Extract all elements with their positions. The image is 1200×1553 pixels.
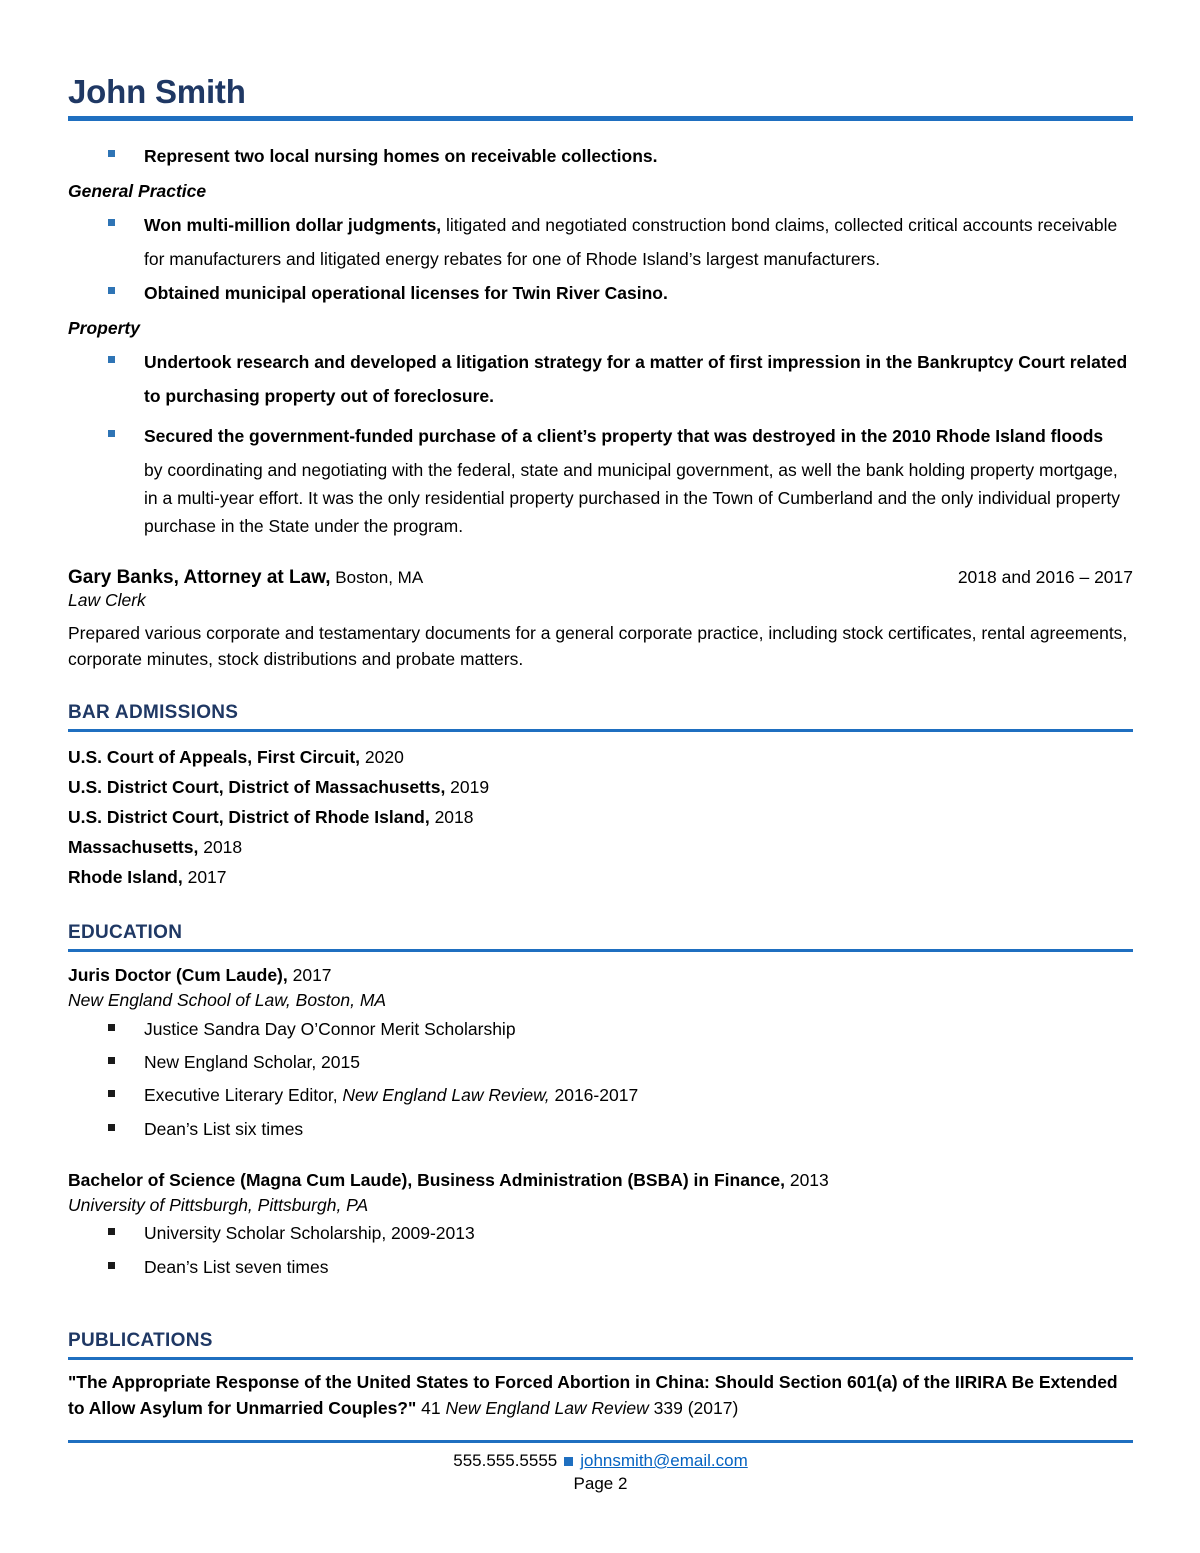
- list-item: [68, 208, 1133, 276]
- bar-admissions-list: [68, 742, 1133, 892]
- square-bullet-icon: [108, 287, 115, 294]
- bar-court-name: Massachusetts,: [68, 837, 199, 858]
- section-divider: [68, 949, 1133, 952]
- honor-text: New England Scholar, 2015: [144, 1052, 360, 1073]
- degree-year: 2017: [287, 965, 332, 986]
- square-bullet-icon: [108, 1024, 115, 1031]
- page-header: [68, 0, 1133, 121]
- education-entry: [68, 1168, 1133, 1284]
- honor-journal-name: New England Law Review,: [342, 1085, 550, 1106]
- bar-year: 2018: [429, 807, 474, 828]
- list-item: [68, 1013, 1133, 1046]
- square-bullet-icon: [108, 1124, 115, 1131]
- section-divider: [68, 1357, 1133, 1360]
- practice-category-label: General Practice: [68, 180, 207, 201]
- job-employer: Gary Banks, Attorney at Law,: [68, 566, 331, 588]
- bar-admissions-section: [68, 702, 1133, 892]
- education-honors-list: [68, 1217, 1133, 1284]
- publication-volume: 41: [416, 1398, 446, 1419]
- general-practice-bullet-list: [68, 208, 1133, 310]
- bullet-text: Represent two local nursing homes on receivable collections.: [144, 145, 658, 166]
- bullet-lead-text: Secured the government-funded purchase of a client’s property that was destroyed in the 2010 Rhode Island floods: [144, 426, 1104, 447]
- square-bullet-icon: [108, 219, 115, 226]
- education-school: University of Pittsburgh, Pittsburgh, PA: [68, 1194, 369, 1215]
- page-footer: [68, 1440, 1133, 1496]
- section-divider: [68, 729, 1133, 732]
- publication-title: "The Appropriate Response of the United States to Forced Abortion in China: Should Section 601(a) of the IIRIRA Be Extended to Allow Asylum for Unmarried Couples?": [68, 1371, 1118, 1419]
- list-item: [68, 1113, 1133, 1146]
- honor-text: Executive Literary Editor,: [144, 1085, 343, 1106]
- honor-text: Justice Sandra Day O’Connor Merit Scholarship: [144, 1018, 516, 1039]
- publication-journal: New England Law Review: [445, 1398, 649, 1419]
- footer-contact-line: [68, 1450, 1133, 1473]
- education-section: [68, 922, 1133, 1284]
- header-divider: [68, 116, 1133, 121]
- bar-year: 2019: [445, 776, 490, 797]
- degree-name: Bachelor of Science (Magna Cum Laude), Business Administration (BSBA) in Finance,: [68, 1169, 785, 1190]
- honor-years: 2016-2017: [549, 1085, 639, 1106]
- practice-category-label: Property: [68, 318, 140, 339]
- list-item: [68, 419, 1133, 540]
- job-employer-wrap: [68, 567, 423, 589]
- honor-text: University Scholar Scholarship, 2009-2013: [144, 1223, 475, 1244]
- education-school: New England School of Law, Boston, MA: [68, 989, 387, 1010]
- job-header-row: [68, 567, 1133, 589]
- bullet-continuation-text: by coordinating and negotiating with the federal, state and municipal government, as well the bank holding property mortgage, in a multi-year effort. It was the only residential property purchased in the Town of Cumberland and the only individual property purchase in the State under the program.: [144, 459, 1121, 537]
- footer-phone: 555.555.5555: [453, 1451, 558, 1470]
- bar-year: 2020: [360, 746, 404, 767]
- bar-year: 2017: [182, 867, 227, 888]
- square-separator-icon: [564, 1457, 573, 1466]
- section-heading: EDUCATION: [68, 922, 183, 944]
- honor-text: Dean’s List seven times: [144, 1256, 329, 1277]
- square-bullet-icon: [108, 150, 115, 157]
- square-bullet-icon: [108, 356, 115, 363]
- education-honors-list: [68, 1013, 1133, 1146]
- square-bullet-icon: [108, 1262, 115, 1269]
- publication-citation: 339 (2017): [648, 1398, 739, 1419]
- job-description: Prepared various corporate and testamentary documents for a general corporate practice, including stock certificates, rental agreements, corporate minutes, stock distributions and probate matters.: [68, 622, 1128, 669]
- list-item: [68, 345, 1133, 413]
- bullet-lead-text: Undertook research and developed a litigation strategy for a matter of first impression in the Bankruptcy Court related to purchasing property out of foreclosure.: [144, 352, 1128, 407]
- bar-year: 2018: [198, 837, 243, 858]
- list-item: [68, 1251, 1133, 1284]
- square-bullet-icon: [108, 1090, 115, 1097]
- bar-admission-row: [68, 742, 1133, 772]
- footer-page-number: Page 2: [573, 1473, 628, 1493]
- list-item: [68, 276, 1133, 310]
- publications-section: [68, 1330, 1133, 1421]
- footer-divider: [68, 1440, 1133, 1443]
- section-heading: BAR ADMISSIONS: [68, 702, 239, 724]
- bullet-rest-text: litigated and negotiated construction bond claims, collected critical accounts receivable for manufacturers and litigated energy rebates for one of Rhode Island’s largest manufacturers.: [144, 214, 1118, 269]
- degree-name: Juris Doctor (Cum Laude),: [68, 965, 288, 986]
- publication-entry: [68, 1369, 1133, 1422]
- bullet-lead-text: Won multi-million dollar judgments,: [144, 214, 442, 235]
- education-degree-row: [68, 963, 1133, 988]
- education-entry: [68, 963, 1133, 1146]
- bullet-lead-text: Obtained municipal operational licenses for Twin River Casino.: [144, 283, 668, 303]
- list-item: [68, 1079, 1133, 1112]
- job-entry: [68, 567, 1133, 673]
- list-item: [68, 139, 1133, 173]
- property-bullet-list: [68, 345, 1133, 540]
- resume-page: [68, 0, 1133, 1553]
- candidate-name: John Smith: [68, 73, 246, 110]
- square-bullet-icon: [108, 1228, 115, 1235]
- square-bullet-icon: [108, 1057, 115, 1064]
- bar-court-name: U.S. Court of Appeals, First Circuit,: [68, 746, 361, 767]
- job-role: Law Clerk: [68, 589, 146, 610]
- job-dates: 2018 and 2016 – 2017: [957, 566, 1133, 587]
- degree-year: 2013: [784, 1169, 829, 1190]
- list-item: [68, 1217, 1133, 1250]
- bar-admission-row: [68, 802, 1133, 832]
- bar-admission-row: [68, 832, 1133, 862]
- footer-email-link[interactable]: johnsmith@email.com: [580, 1451, 748, 1470]
- bar-admission-row: [68, 862, 1133, 892]
- bar-court-name: U.S. District Court, District of Massachusetts,: [68, 776, 446, 797]
- education-degree-row: [68, 1168, 1133, 1193]
- section-heading: PUBLICATIONS: [68, 1329, 213, 1351]
- lead-bullet-list: [68, 139, 1133, 173]
- bar-court-name: Rhode Island,: [68, 867, 183, 888]
- list-item: [68, 1046, 1133, 1079]
- square-bullet-icon: [108, 430, 115, 437]
- bar-court-name: U.S. District Court, District of Rhode Island,: [68, 807, 430, 828]
- experience-continued-section: [68, 139, 1133, 541]
- job-location: Boston, MA: [330, 567, 424, 587]
- bar-admission-row: [68, 772, 1133, 802]
- honor-text: Dean’s List six times: [144, 1118, 304, 1139]
